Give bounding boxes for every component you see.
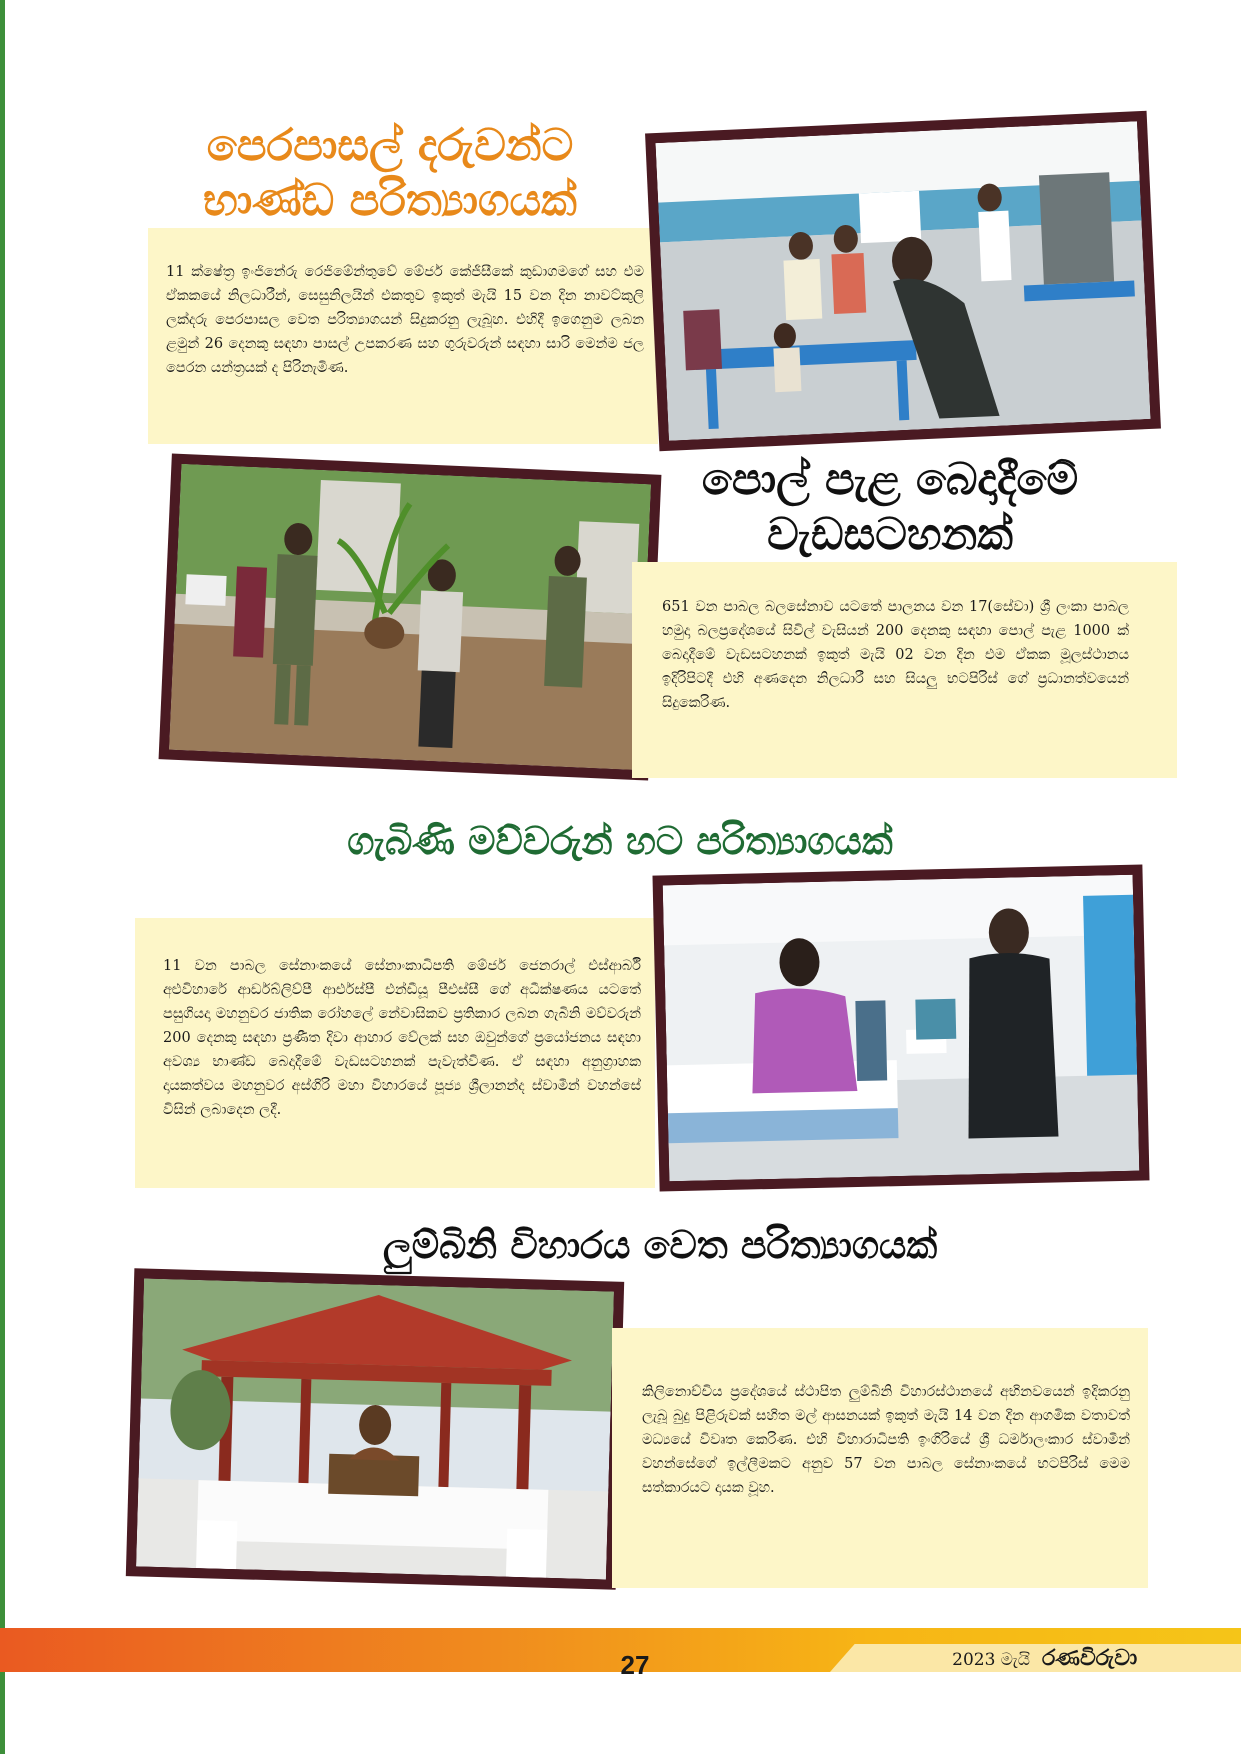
- article-2-title-line-1: පොල් පැළ බෙදාදීමේ: [701, 454, 1079, 505]
- article-1-title-line-1: පෙරපාසල් දරුවන්ට: [206, 120, 574, 171]
- article-4-title: [360, 1222, 960, 1270]
- article-3-photo: [652, 864, 1149, 1191]
- article-2-photo: [159, 453, 662, 780]
- article-1-photo: [645, 111, 1161, 451]
- article-2-body: 651 වන පාබල බලසේනාව යටතේ පාලනය වන 17(සේවා) ශ්‍රී ලංකා පාබල හමුදා බලප්‍රදේශයේ සිවිල් වැසියන් 200 දෙනකු සඳහා පොල් පැළ 1000 ක් බෙදාදීමේ වැඩසටහනක් ඉකුත් මැයි 02 වන දින එම ඒකක මූලස්ථානය ඉදිරිපිටදී එහි අණදෙන නිලධාරී සහ සියලු භටපිරිස් ගේ ප්‍රධානත්වයෙන් සිදුකෙරිණ.: [662, 599, 1129, 711]
- coconut-plant-distribution-photo: [169, 464, 651, 770]
- temple-pavilion-photo: [136, 1278, 614, 1579]
- hospital-donation-photo: [663, 875, 1140, 1182]
- article-2-text-box: [632, 562, 1177, 778]
- article-4-photo: [126, 1268, 624, 1590]
- footer-band: [830, 1644, 1241, 1672]
- article-1-body: 11 ක්ෂේත්‍ර ඉංජිනේරු රෙජිමේන්තුවේ මේජර් කේජීසීකේ කුඩාගමගේ සහ එම ඒකකයේ නිලධාරීන්, සෙසුනිලයින් එකතුව ඉකුත් මැයි 15 වන දින නාවට්කුලි ලක්දරු පෙරපාසල වෙත පරිත්‍යාගයන් සිදුකරනු ලැබූහ. එහිදී ඉගෙනුම ලබන ළමුන් 26 දෙනකු සඳහා පාසල් උපකරණ සහ ගුරුවරුන් සඳහා සාරි මෙන්ම ජල පෙරන යන්ත්‍රයක් ද පිරිනැමිණ.: [166, 264, 644, 376]
- article-1-text-box: [148, 228, 658, 444]
- article-4-text-box: [612, 1328, 1148, 1588]
- article-2-title-line-2: වැඩසටහනක්: [767, 509, 1013, 560]
- magazine-name: රණවිරුවා: [1042, 1646, 1138, 1671]
- page-number: 27: [620, 1650, 650, 1680]
- article-3-text-box: [135, 918, 655, 1188]
- article-3-body: 11 වන පාබල සේනාංකයේ සේනාංකාධිපති මේජර් ජෙනරාල් එස්ආර්බී අළුවිහාරේ ආර්ඩබ්ලිව්පී ආර්එස්පී එන්ඩීයූ පීඑස්සී ගේ අධීක්ෂණය යටතේ පසුගියදා මහනුවර ජාතික රෝහලේ නේවාසිකව ප්‍රතිකාර ලබන ගැබිනි මව්වරුන් 200 දෙනකු සඳහා ප්‍රණීත දිවා ආහාර වේලක් සහ ඔවුන්ගේ ප්‍රයෝජනය සඳහා අවශ්‍ය භාණ්ඩ බෙදාදීමේ වැඩසටහනක් පැවැත්විණ. ඒ සඳහා අනුග්‍රාහක දායකත්වය මහනුවර අස්ගිරි මහා විහාරයේ පූජ්‍ය ශ්‍රීලානන්ද ස්වාමීන් වහන්සේ විසින් ලබාදෙන ලදී.: [163, 958, 641, 1118]
- article-2-title: [675, 452, 1105, 562]
- article-1-title: [150, 118, 630, 228]
- issue-date: 2023 මැයි: [952, 1650, 1030, 1670]
- article-1-title-line-2: භාණ්ඩ පරිත්‍යාගයක්: [203, 175, 577, 226]
- classroom-donation-photo: [655, 121, 1150, 441]
- article-4-body: කිලිනොච්චිය ප්‍රදේශයේ ස්ථාපිත ලුම්බිනි විහාරස්ථානයේ අභිනවයෙන් ඉදිකරනු ලැබූ බුදු පිළිරුවක් සහිත මල් ආසනයක් ඉකුත් මැයි 14 වන දින ආගමික වතාවත් මධ්‍යයේ විවෘත කෙරිණ. එහි විහාරාධිපති ඉංගිරියේ ශ්‍රී ධර්මාලංකාර ස්වාමීන් වහන්සේගේ ඉල්ලීමකට අනුව 57 වන පාබල සේනාංකයේ භටපිරිස් මෙම සත්කාරයට දායක වූහ.: [642, 1384, 1130, 1496]
- left-edge-stripe: [0, 0, 5, 1754]
- bottom-edge-stripe: [0, 1704, 5, 1754]
- article-3-title: [300, 818, 940, 866]
- article-4-title-line-1: ලුම්බිනි විහාරය වෙත පරිත්‍යාගයක්: [382, 1223, 938, 1267]
- article-3-title-line-1: ගැබිණි මව්වරුන් හට පරිත්‍යාගයක්: [347, 819, 893, 863]
